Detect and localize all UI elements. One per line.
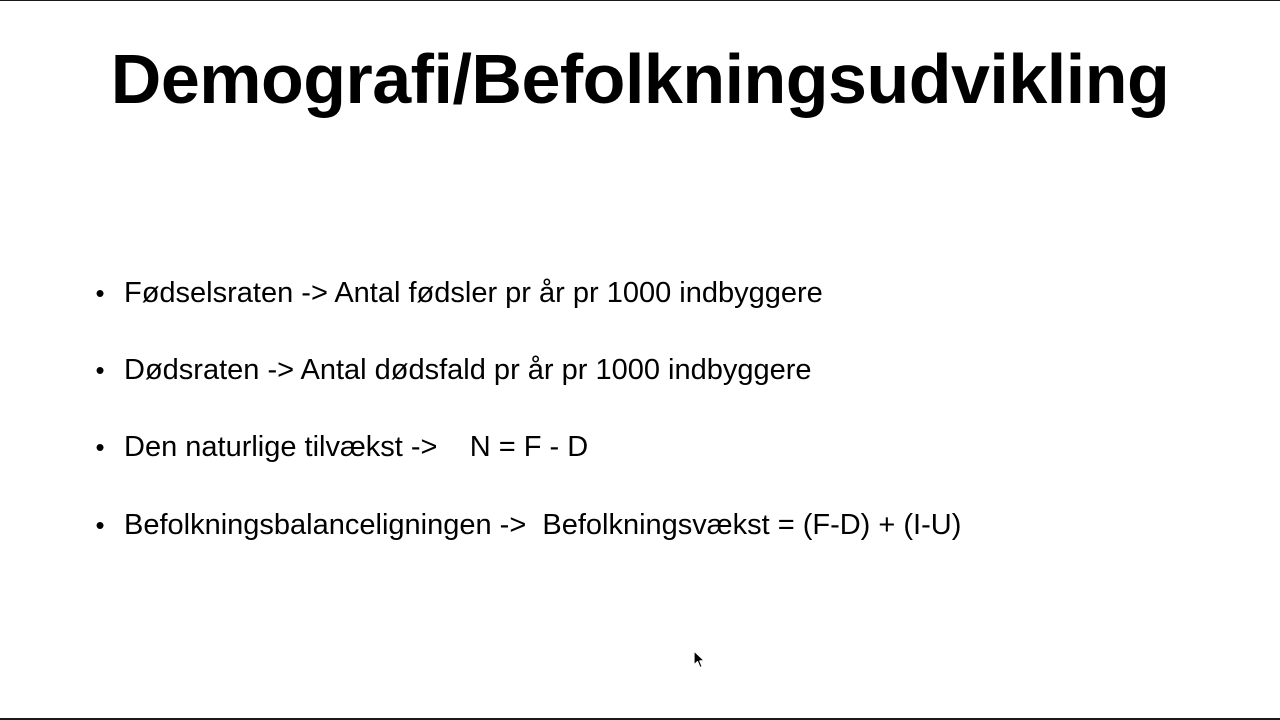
bullet-list (0, 1, 1280, 720)
bullet-icon: • (95, 355, 105, 385)
bullet-text-population-balance: Befolkningsbalanceligningen -> Befolkningsvækst = (F-D) + (I-U) (124, 509, 962, 541)
bullet-text-natural-growth: Den naturlige tilvækst -> N = F - D (124, 431, 589, 463)
bullet-icon: • (95, 278, 105, 308)
bullet-text-birth-rate: Fødselsraten -> Antal fødsler pr år pr 1000 indbyggere (124, 277, 823, 309)
mouse-pointer-icon (693, 650, 707, 670)
slide-title: Demografi/Befolkningsudvikling (110, 40, 1170, 118)
bullet-text-death-rate: Dødsraten -> Antal dødsfald pr år pr 1000 indbyggere (124, 354, 812, 386)
bullet-icon: • (95, 510, 105, 540)
bullet-icon: • (95, 432, 105, 462)
